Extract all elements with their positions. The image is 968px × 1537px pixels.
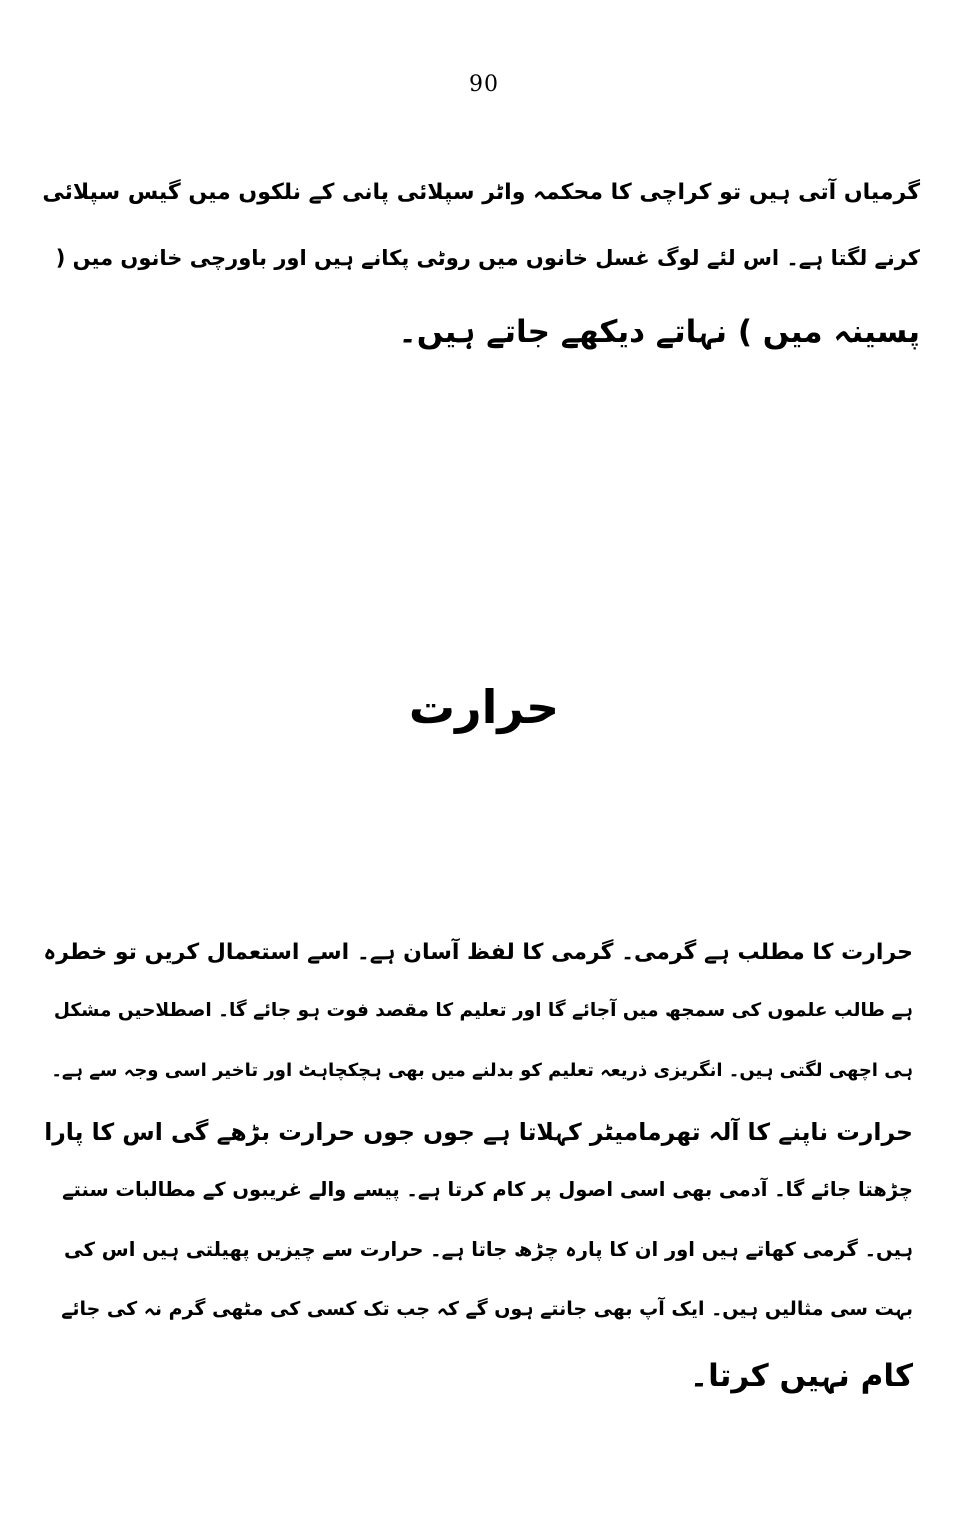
paragraph-line: ہی اچھی لگتی ہیں۔ انگریزی ذریعہ تعلیم کو بدلنے میں بھی ہچکچاہٹ اور تاخیر اسی وجہ سے ہے۔	[51, 1060, 913, 1081]
paragraph-intro	[40, 180, 920, 380]
paragraph-line: کام نہیں کرتا۔	[689, 1358, 913, 1394]
paragraph-body	[43, 940, 913, 1440]
paragraph-line: بہت سی مثالیں ہیں۔ ایک آپ بھی جانتے ہوں گے کہ جب تک کسی کی مٹھی گرم نہ کی جائے	[61, 1298, 913, 1320]
paragraph-line: چڑھتا جائے گا۔ آدمی بھی اسی اصول پر کام کرتا ہے۔ پیسے والے غریبوں کے مطالبات سنتے	[62, 1178, 913, 1201]
paragraph-line: کرنے لگتا ہے۔ اس لئے لوگ غسل خانوں میں روٹی پکانے ہیں اور باورچی خانوں میں (	[55, 246, 920, 270]
page-number: 90	[469, 72, 499, 97]
paragraph-line: حرارت ناپنے کا آلہ تھرمامیٹر کہلاتا ہے جوں جوں حرارت بڑھے گی اس کا پارا	[44, 1118, 913, 1146]
section-heading: حرارت	[408, 680, 560, 734]
paragraph-line: ہے طالب علموں کی سمجھ میں آجائے گا اور تعلیم کا مقصد فوت ہو جائے گا۔ اصطلاحیں مشکل	[53, 1000, 913, 1021]
paragraph-line: حرارت کا مطلب ہے گرمی۔ گرمی کا لفظ آسان ہے۔ اسے استعمال کریں تو خطرہ	[43, 940, 913, 965]
paragraph-line: ہیں۔ گرمی کھاتے ہیں اور ان کا پارہ چڑھ جاتا ہے۔ حرارت سے چیزیں پھیلتی ہیں اس کی	[63, 1238, 913, 1261]
paragraph-line: گرمیاں آتی ہیں تو کراچی کا محکمہ واٹر سپلائی پانی کے نلکوں میں گیس سپلائی	[42, 180, 920, 205]
paragraph-line: پسینہ میں ) نہاتے دیکھے جاتے ہیں۔	[398, 314, 920, 350]
